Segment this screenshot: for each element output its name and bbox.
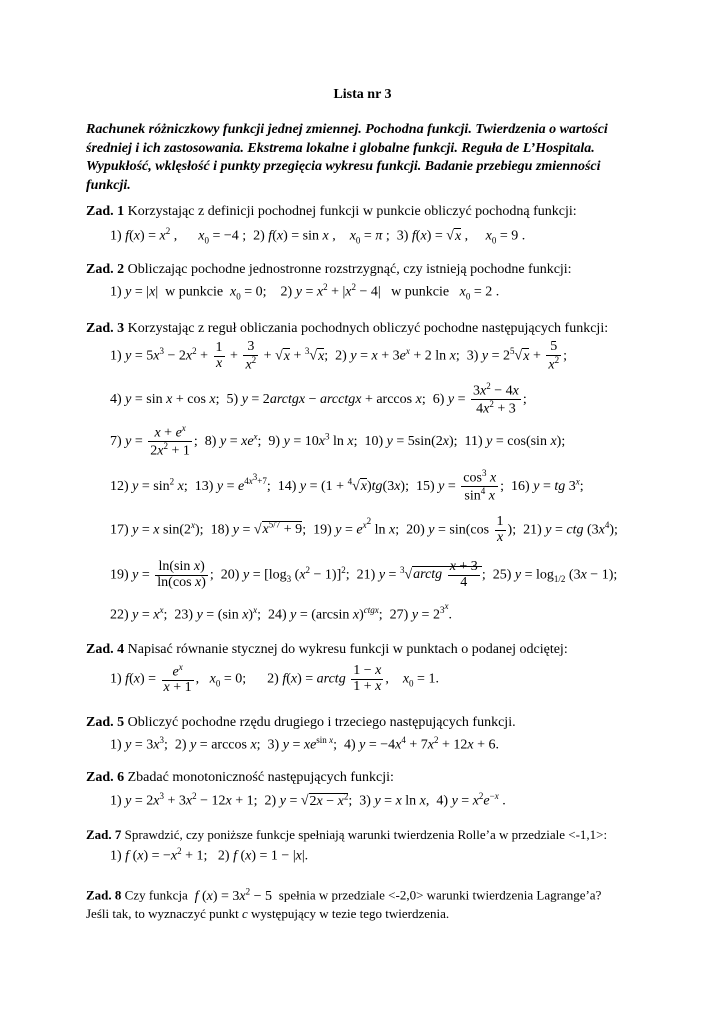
task-7-label: Zad. 7 xyxy=(86,827,122,842)
task-3-row-5: 17) y = x sin(2$^x$); 18) $y = √x^{5/7} + 9$; 19) $y = e^{x^2}$ ln x; 20) y = sin(cos $\frac{1}{x}$ ); 21) y = ctg $(3x^4)$; xyxy=(110,514,618,545)
task-3-row-4: 12) $y = \sin^2 x$; 13) $y = e^{4x^3+7}$; 14) y = (1 + $^4$√x)tg(3x); 15) y = $\frac{\cos^3 x}{\sin^4 x}$ ; 16) y = tg 3$^x$; xyxy=(110,468,584,504)
page-title: Lista nr 3 xyxy=(333,87,392,102)
task-8-text-3: Jeśli tak, to wyznaczyć punkt xyxy=(86,906,239,921)
task-3-row-3: 7) y = $\frac{x + e^x}{2x^2 + 1}$ ; 8) $y = xe^x$; 9) $y = 10x^3$ ln x; 10) y = 5sin(2x); 11) y = cos(sin x); xyxy=(110,423,566,459)
task-5-label: Zad. 5 xyxy=(86,715,125,730)
task-3-row-6: 19) y = $\frac{\text{ln(sin x)}}{\text{ln(cos x)}}$ ; 20) $y = [\log_3$ $(x^2 - 1)]^2$; 21) y = $^3$√arctg $\frac{x + 3}{4}$ ; 25) $y = \log_{1/2} (3x - 1)$; xyxy=(110,559,618,590)
task-8-label: Zad. 8 xyxy=(86,887,122,903)
task-4-text: Napisać równanie stycznej do wykresu funkcji w punktach o podanej odciętej: xyxy=(127,642,568,657)
task-1-label: Zad. 1 xyxy=(86,204,125,219)
task-6-statement xyxy=(86,770,394,786)
task-1-formulas: 1) $f(x) = x^2$ , $x_0 = -4$ ; 2) f(x) = sin x , $x_0 = \pi$ ; 3) f(x) = √x , $x_0 = 9$ . xyxy=(110,226,526,246)
task-8-point-c: c xyxy=(241,906,248,921)
task-2-statement xyxy=(86,262,572,278)
task-5-formulas: 1) $y = 3x^3$; 2) y = arccos x; 3) $y = xe^{sin x}$; 4) $y = -4x^4 + 7x^2 + 12x + 6$. xyxy=(110,735,500,753)
task-3-text: Korzystając z reguł obliczania pochodnych obliczyć pochodne następujących funkcji: xyxy=(127,321,609,336)
task-8-text-2: spełnia w przedziale <-2,0> warunki twierdzenia Lagrange’a? xyxy=(278,887,602,903)
task-2-formulas: 1) y = |x| w punkcie $x_0 = 0$; 2) $y = x^2 + |x^2 - 4|$ w punkcie $x_0 = 2$ . xyxy=(110,282,500,302)
task-8-text-1: Czy funkcja xyxy=(124,887,188,903)
task-3-statement xyxy=(86,321,608,337)
task-2-label: Zad. 2 xyxy=(86,262,125,277)
task-4-label: Zad. 4 xyxy=(86,642,125,657)
task-3-row-7: 22) $y = x^x$; 23) y = (sin x)$^x$; 24) y = (arcsin x)$^{ctgx}$; 27) $y = 2^{3^x}$. xyxy=(110,601,452,623)
task-5-text: Obliczyć pochodne rzędu drugiego i trzeciego następujących funkcji. xyxy=(127,715,516,730)
subject-heading: Rachunek różniczkowy funkcji jednej zmiennej. Pochodna funkcji. Twierdzenia o wartości średniej i ich zastosowania. Ekstrema lokalne i globalne funkcji. Reguła de L’Hospitala. Wypukłość, wklęsłość i punkty przegięcia wykresu funkcji. Badanie przebiegu zmienności funkcji. xyxy=(86,122,608,193)
task-6-text: Zbadać monotoniczność następujących funkcji: xyxy=(127,770,394,785)
task-7-text: Sprawdzić, czy poniższe funkcje spełniają warunki twierdzenia Rolle’a w przedziale <-1,1>: xyxy=(124,827,608,842)
task-3-row-2: 4) y = sin x + cos x; 5) y = 2arctgx − arcctgx + arccos x; 6) y = $\frac{3x^2 - 4x}{4x^2 + 3}$ ; xyxy=(110,381,527,417)
task-3-row-1: 1) $y = 5x^3 - 2x^2$ + $\frac{1}{x}$ + $\frac{3}{x^2}$ + √x + $^3$√x; 2) $y = x + 3e^x + 2$ ln x; 3) $y = 2^5√x$ + $\frac{5}{x^2}$ ; xyxy=(110,339,567,373)
task-8-statement: Zad. 8 Czy funkcja f $(x) = 3x^2 - 5$ spełnia w przedziale <-2,0> warunki twierdzenia Lagrange’a? xyxy=(86,886,602,904)
task-8-statement-cont xyxy=(86,906,449,922)
task-1-text: Korzystając z definicji pochodnej funkcji w punkcie obliczyć pochodną funkcji: xyxy=(127,204,577,219)
task-7-formulas: 1) f $(x) = -x^2 + 1$; 2) f (x) = 1 − |x|. xyxy=(110,846,309,864)
task-5-statement xyxy=(86,715,516,731)
task-6-label: Zad. 6 xyxy=(86,770,125,785)
task-7-statement xyxy=(86,827,607,843)
task-3-label: Zad. 3 xyxy=(86,321,125,336)
task-2-text: Obliczając pochodne jednostronne rozstrzygnąć, czy istnieją pochodne funkcji: xyxy=(127,262,572,277)
task-4-formulas: 1) f(x) = $\frac{e^x}{x + 1}$ , $x_0 = 0$; 2) f(x) = arctg $\frac{1 - x}{1 + x}$ , $x_0 = 1$. xyxy=(110,662,439,696)
task-6-formulas: 1) $y = 2x^3 + 3x^2 - 12x + 1$; 2) $y = √2x - x^2$; 3) y = x ln x, 4) $y = x^2e^{-x}$ . xyxy=(110,791,506,809)
task-1-statement xyxy=(86,204,577,220)
task-4-statement xyxy=(86,642,568,658)
task-8-text-4: występujący w tezie tego twierdzenia. xyxy=(251,906,450,921)
